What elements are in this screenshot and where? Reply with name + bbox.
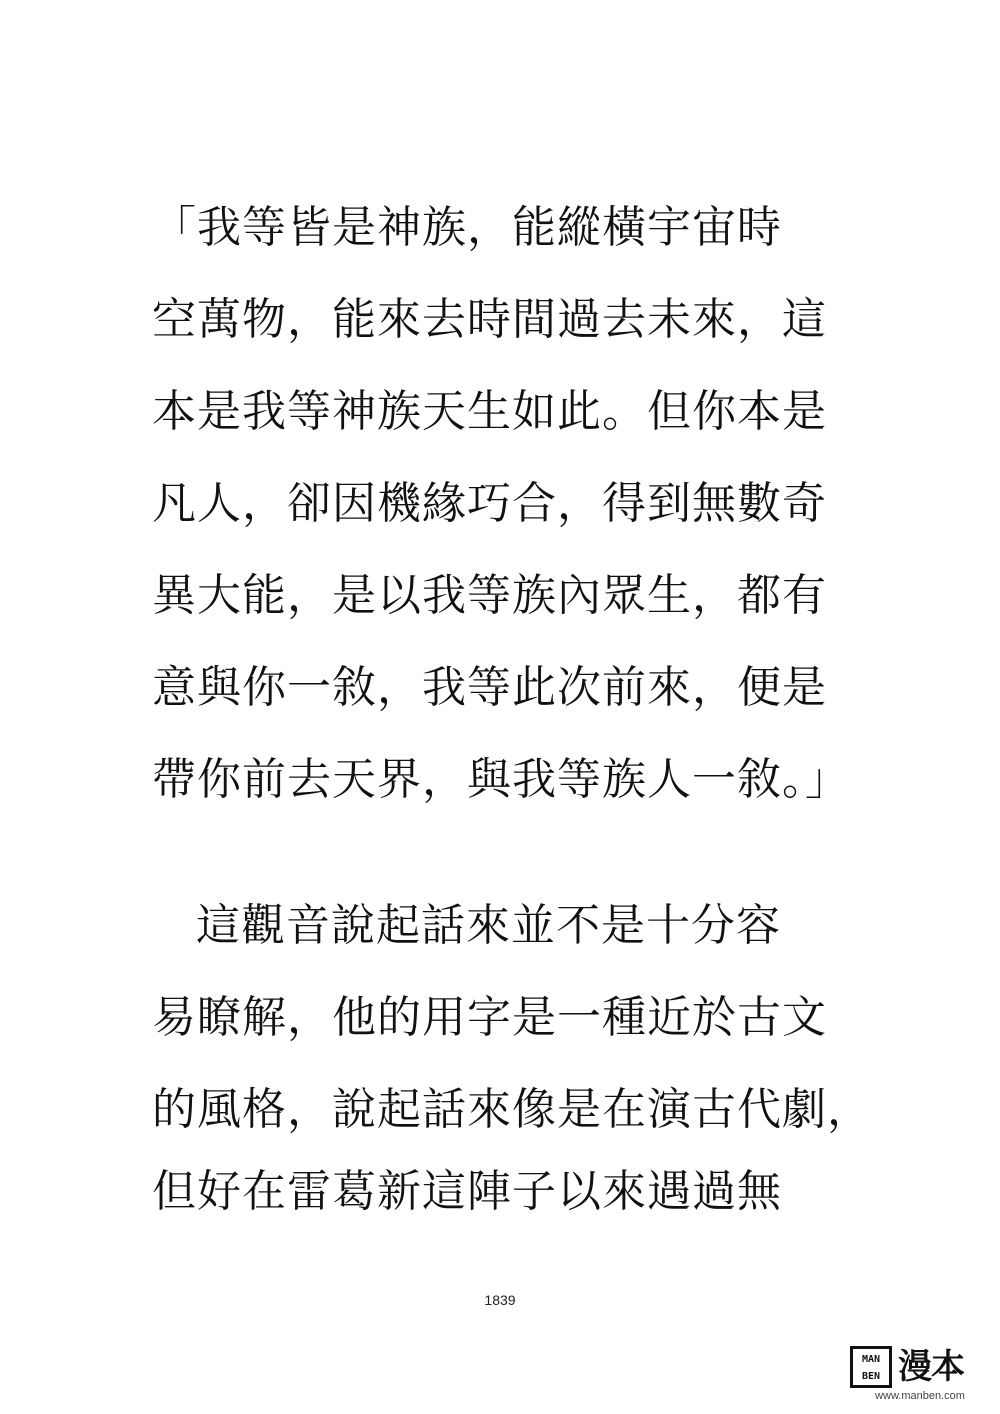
paragraph-1-line-1: 「我等皆是神族，能縱橫宇宙時 — [152, 202, 782, 253]
paragraph-2-line-4: 但好在雷葛新這陣子以來遇過無 — [152, 1166, 782, 1217]
paragraph-1-line-4: 凡人，卻因機緣巧合，得到無數奇 — [152, 478, 827, 529]
manben-logo-icon — [850, 1346, 892, 1388]
paragraph-1-line-6: 意與你一敘，我等此次前來，便是 — [152, 662, 827, 713]
paragraph-1-line-7: 帶你前去天界，與我等族人一敘。」 — [152, 754, 850, 805]
watermark-logo — [850, 1346, 990, 1406]
paragraph-1-line-5: 異大能，是以我等族內眾生，都有 — [152, 570, 827, 621]
watermark-chars: 漫本 — [898, 1347, 964, 1387]
logo-line-2: BEN — [861, 1371, 881, 1382]
paragraph-1-line-2: 空萬物，能來去時間過去未來，這 — [152, 294, 827, 345]
paragraph-1-line-3: 本是我等神族天生如此。但你本是 — [152, 386, 827, 437]
logo-line-1: MAN — [861, 1354, 881, 1365]
watermark-url: www.manben.com — [875, 1390, 965, 1402]
paragraph-2-line-3: 的風格，說起話來像是在演古代劇， — [152, 1084, 872, 1135]
paragraph-2-line-1: 這觀音說起話來並不是十分容 — [196, 900, 781, 951]
paragraph-2-line-2: 易瞭解，他的用字是一種近於古文 — [152, 992, 827, 1043]
page-number: 1839 — [484, 1292, 516, 1308]
